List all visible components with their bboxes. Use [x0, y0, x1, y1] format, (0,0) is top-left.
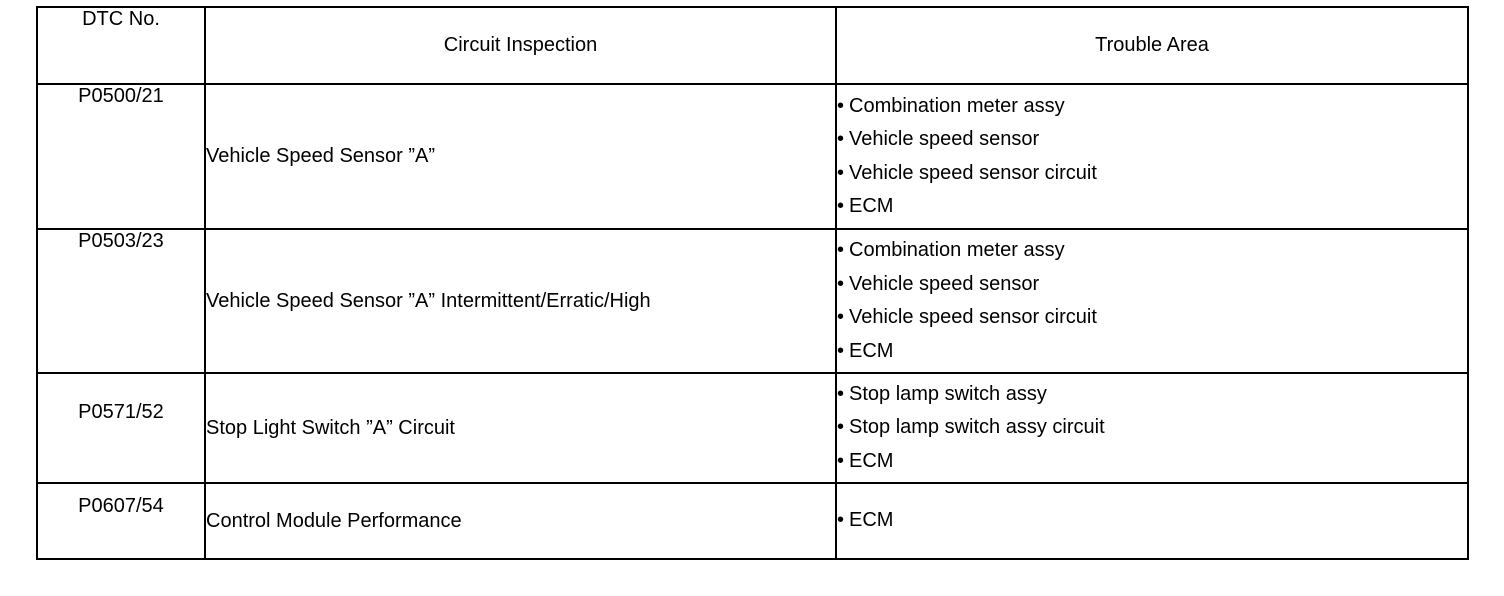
list-item-text: Stop lamp switch assy circuit: [849, 416, 1105, 439]
list-item: [837, 335, 1467, 369]
bullet-icon: •: [837, 416, 845, 439]
list-item-text: Vehicle speed sensor: [849, 272, 1040, 295]
list-item: [837, 504, 1467, 538]
circuit-inspection: Control Module Performance: [205, 483, 836, 559]
trouble-area: [836, 229, 1468, 373]
bullet-icon: •: [837, 239, 845, 261]
bullet-icon: •: [837, 339, 845, 362]
table-header-row: [37, 7, 1468, 84]
list-item: [837, 268, 1467, 302]
list-item: [837, 157, 1467, 191]
trouble-area-list: [837, 504, 1467, 538]
list-item: [837, 445, 1467, 479]
header-trouble-area: Trouble Area: [836, 7, 1468, 84]
table-row: [37, 373, 1468, 483]
list-item-text: Vehicle speed sensor circuit: [849, 161, 1097, 184]
list-item: [837, 90, 1467, 124]
trouble-area-list: [837, 234, 1467, 368]
list-item: [837, 378, 1467, 412]
trouble-area: [836, 373, 1468, 483]
circuit-inspection: Vehicle Speed Sensor ”A”: [205, 84, 836, 229]
dtc-code: P0503/23: [37, 229, 205, 373]
trouble-area-list: [837, 378, 1467, 479]
list-item-text: Combination meter assy: [849, 239, 1065, 261]
table-row: [37, 84, 1468, 229]
bullet-icon: •: [837, 195, 845, 217]
trouble-area: [836, 84, 1468, 229]
list-item-text: ECM: [849, 339, 894, 362]
list-item-text: Stop lamp switch assy: [849, 382, 1047, 405]
circuit-inspection: Stop Light Switch ”A” Circuit: [205, 373, 836, 483]
dtc-code: P0571/52: [37, 373, 205, 483]
dtc-code: P0500/21: [37, 84, 205, 229]
list-item: [837, 190, 1467, 224]
bullet-icon: •: [837, 161, 845, 184]
bullet-icon: •: [837, 306, 845, 328]
dtc-code: P0607/54: [37, 483, 205, 559]
bullet-icon: •: [837, 94, 845, 117]
list-item: [837, 301, 1467, 335]
list-item-text: ECM: [849, 195, 894, 217]
dtc-table: [36, 6, 1469, 560]
list-item: [837, 123, 1467, 157]
trouble-area-list: [837, 90, 1467, 224]
bullet-icon: •: [837, 449, 845, 472]
table-row: [37, 483, 1468, 559]
bullet-icon: •: [837, 509, 845, 532]
list-item-text: ECM: [849, 509, 894, 532]
list-item: [837, 234, 1467, 268]
header-dtc-no: DTC No.: [37, 7, 205, 84]
trouble-area: [836, 483, 1468, 559]
bullet-icon: •: [837, 272, 845, 295]
list-item-text: Vehicle speed sensor: [849, 128, 1040, 150]
circuit-inspection: Vehicle Speed Sensor ”A” Intermittent/Erratic/High: [205, 229, 836, 373]
bullet-icon: •: [837, 128, 845, 150]
list-item: [837, 411, 1467, 445]
list-item-text: Vehicle speed sensor circuit: [849, 306, 1097, 328]
list-item-text: Combination meter assy: [849, 94, 1065, 117]
table-row: [37, 229, 1468, 373]
bullet-icon: •: [837, 382, 845, 405]
list-item-text: ECM: [849, 449, 894, 472]
header-circuit-inspection: Circuit Inspection: [205, 7, 836, 84]
